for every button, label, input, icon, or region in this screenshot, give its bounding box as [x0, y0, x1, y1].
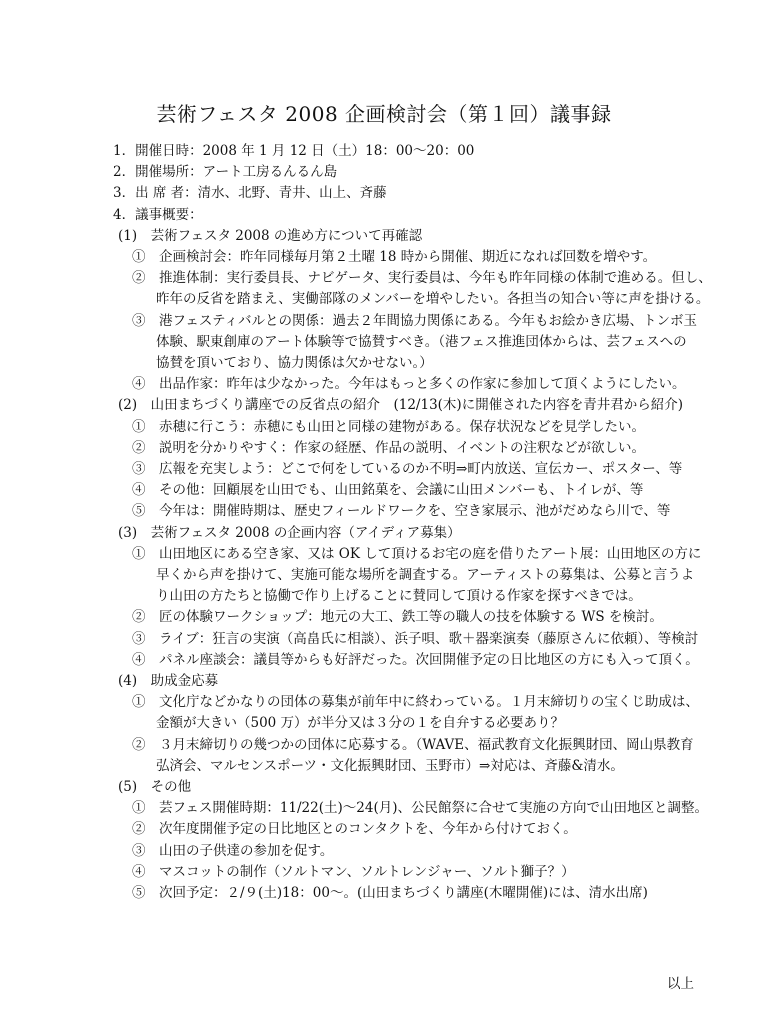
section-heading: (4) 助成金応募 — [118, 673, 219, 689]
closing-mark: 以上 — [667, 976, 694, 992]
list-item: ④ 出品作家：昨年は少なかった。今年はもっと多くの作家に参加して頂くようにしたい。 — [132, 376, 686, 393]
section-heading: (1) 芸術フェスタ 2008 の進め方について再確認 — [118, 227, 423, 244]
list-item: ① 赤穂に行こう：赤穂にも山田と同様の建物がある。保存状況などを見学したい。 — [132, 418, 645, 435]
list-item: ⑤ 今年は：開催時期は、歴史フィールドワークを、空き家展示、池がだめなら川で、等 — [132, 503, 671, 520]
list-item-continuation: り山田の方たちと協働で作り上げることに賛同して頂ける作家を探すべきでは。 — [156, 588, 642, 605]
list-item: ① 企画検討会：昨年同様毎月第２土曜 18 時から開催、期近になれば回数を増やす。 — [132, 249, 657, 265]
list-item-continuation: 協賛を頂いており、協力関係は欠かせない。） — [156, 355, 433, 371]
section-heading: (5) その他 — [118, 779, 192, 795]
list-item-continuation: 早くから声を掛けて、実施可能な場所を調査する。アーティストの募集は、公募と言うよ — [156, 567, 695, 583]
list-item: ① 文化庁などかなりの団体の募集が前年中に終わっている。１月末締切りの宝くじ助成は、 — [132, 694, 699, 711]
list-item: ① 山田地区にある空き家、又は OK して頂けるお宅の庭を借りたアート展：山田地区の方に — [132, 545, 702, 562]
list-item: ① 芸フェス開催時期：11/22(土)～24(月)、公民館祭に合せて実施の方向で山田地区と調整。 — [132, 800, 708, 817]
list-item-continuation: 体験、駅東創庫のアート体験等で協賛すべき。（港フェス推進団体からは、芸フェスへの — [156, 333, 687, 350]
section-heading: (2) 山田まちづくり講座での反省点の紹介 (12/13(木)に開催された内容を青井君から紹介) — [118, 397, 683, 414]
list-item: ② 次年度開催予定の日比地区とのコンタクトを、今年から付けておく。 — [132, 821, 577, 838]
list-item: ④ パネル座談会：議員等からも好評だった。次回開催予定の日比地区の方にも入って頂く。 — [132, 651, 699, 668]
header-item: 2．開催場所：アート工房るんるん島 — [113, 164, 338, 181]
list-item: ③ 港フェスティバルとの関係：過去２年間協力関係にある。今年もお絵かき広場、トンボ玉 — [132, 312, 697, 329]
section-heading: (3) 芸術フェスタ 2008 の企画内容（アイディア募集） — [118, 524, 461, 541]
header-item: 4．議事概要： — [113, 206, 203, 223]
list-item: ④ その他：回顧展を山田でも、山田銘菓を、会議に山田メンバーも、トイレが、等 — [132, 482, 644, 499]
header-item: 1．開催日時：2008 年 1 月 12 日（土）18：00～20：00 — [113, 143, 475, 159]
list-item-continuation: 弘済会、マルセンスポーツ・文化振興財団、玉野市）⇒対応は、斉藤&清水。 — [156, 757, 624, 774]
list-item: ② 推進体制：実行委員長、ナビゲータ、実行委員は、今年も昨年同様の体制で進める。但し、 — [132, 270, 712, 287]
list-item: ② ３月末締切りの幾つかの団体に応募する。（WAVE、福武教育文化振興財団、岡山県教育 — [132, 736, 694, 753]
list-item-continuation: 金額が大きい（500 万）が半分又は３分の１を自弁する必要あり？ — [156, 715, 565, 732]
list-item: ④ マスコットの制作（ソルトマン、ソルトレンジャー、ソルト獅子？） — [132, 863, 575, 880]
list-item: ③ ライブ：狂言の実演（高畠氏に相談）、浜子唄、歌＋器楽演奏（藤原さんに依頼）、等検討 — [132, 630, 699, 647]
list-item: ② 匠の体験ワークショップ：地元の大工、鉄工等の職人の技を体験する WS を検討。 — [132, 609, 663, 626]
header-item: 3．出 席 者：清水、北野、青井、山上、斉藤 — [113, 185, 387, 202]
list-item: ⑤ 次回予定：２/９(土)18：00～。(山田まちづくり講座(木曜開催)には、清水出席) — [132, 885, 648, 901]
list-item: ② 説明を分かりやすく：作家の経歴、作品の説明、イベントの注釈などが欲しい。 — [132, 439, 645, 456]
list-item: ③ 山田の子供達の参加を促す。 — [132, 842, 334, 859]
list-item-continuation: 昨年の反省を踏まえ、実働部隊のメンバーを増やしたい。各担当の知合い等に声を掛ける。 — [156, 291, 710, 308]
document-title: 芸術フェスタ 2008 企画検討会（第１回）議事録 — [156, 102, 612, 126]
list-item: ③ 広報を充実しよう：どこで何をしているのか不明⇒町内放送、宣伝カー、ポスター、等 — [132, 461, 683, 477]
